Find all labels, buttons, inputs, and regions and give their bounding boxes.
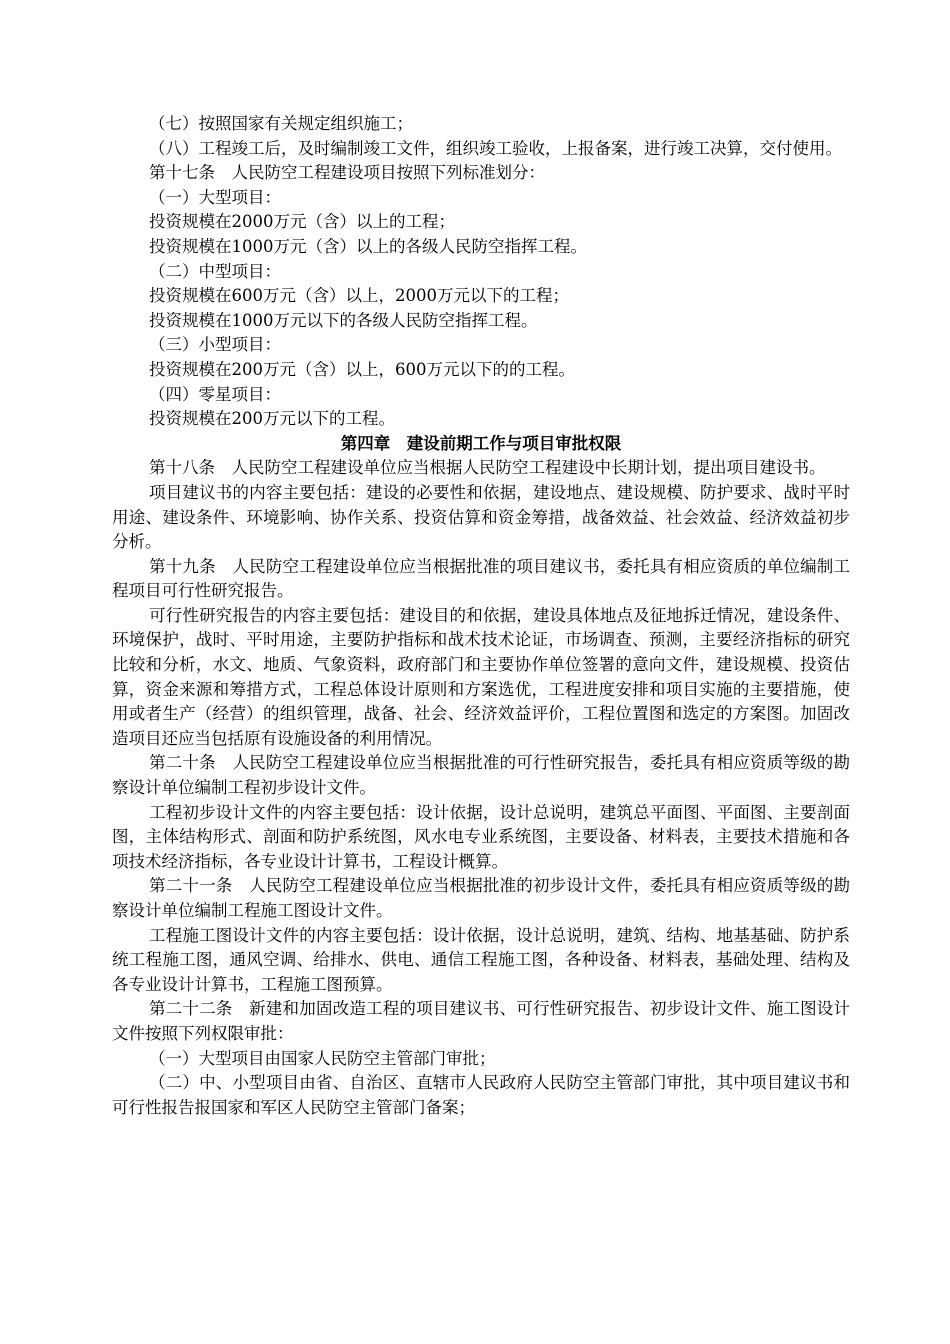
approval-large: （一）大型项目由国家人民防空主管部门审批； — [149, 1048, 496, 1068]
class-medium-rule-1: 投资规模在600万元（含）以上，2000万元以下的工程； — [149, 286, 569, 306]
article-20-content: 工程初步设计文件的内容主要包括：设计依据，设计总说明，建筑总平面图、平面图、主要剖面图，主体结构形式、剖面和防护系统图，风水电专业系统图，主要设备、材料表，主要技术措施和各项技术经济指标，各专业设计计算书，工程设计概算。 — [112, 802, 850, 871]
class-small-rule-1: 投资规模在200万元（含）以上，600万元以下的的工程。 — [149, 359, 575, 379]
document-page — [112, 112, 850, 1120]
article-17: 第十七条 人民防空工程建设项目按照下列标准划分： — [149, 163, 545, 183]
class-medium: （二）中型项目： — [149, 261, 281, 281]
approval-medium-small: （二）中、小型项目由省、自治区、直辖市人民政府人民防空主管部门审批，其中项目建议书和可行性报告报国家和军区人民防空主管部门备案； — [112, 1073, 850, 1117]
article-21: 第二十一条 人民防空工程建设单位应当根据批准的初步设计文件，委托具有相应资质等级的勘察设计单位编制工程施工图设计文件。 — [112, 876, 850, 920]
chapter-4-heading: 第四章 建设前期工作与项目审批权限 — [340, 433, 622, 453]
clause-item-8: （八）工程竣工后，及时编制竣工文件，组织竣工验收，上报备案，进行竣工决算，交付使用。 — [149, 138, 842, 158]
class-large-rule-2: 投资规模在1000万元（含）以上的各级人民防空指挥工程。 — [149, 236, 587, 256]
class-small: （三）小型项目： — [149, 335, 281, 355]
article-20: 第二十条 人民防空工程建设单位应当根据批准的可行性研究报告，委托具有相应资质等级的勘察设计单位编制工程初步设计文件。 — [112, 753, 850, 798]
class-medium-rule-2: 投资规模在1000万元以下的各级人民防空指挥工程。 — [149, 310, 538, 330]
article-19: 第十九条 人民防空工程建设单位应当根据批准的项目建议书，委托具有相应资质的单位编制工程项目可行性研究报告。 — [112, 556, 850, 601]
clause-item-7: （七）按照国家有关规定组织施工； — [149, 114, 413, 133]
class-sporadic-rule-1: 投资规模在200万元以下的工程。 — [149, 409, 395, 429]
article-22: 第二十二条 新建和加固改造工程的项目建议书、可行性研究报告、初步设计文件、施工图设计文件按照下列权限审批： — [112, 999, 850, 1043]
article-19-content: 可行性研究报告的内容主要包括：建设目的和依据，建设具体地点及征地拆迁情况，建设条件、环境保护，战时、平时用途，主要防护指标和战术技术论证，市场调查、预测，主要经济指标的研究比较和分析，水文、地质、气象资料，政府部门和主要协作单位签署的意向文件，建设规模、投资估算，资金来源和筹措方式，工程总体设计原则和方案选优，工程进度安排和项目实施的主要措施，使用或者生产（经营）的组织管理，战备、社会、经济效益评价，工程位置图和选定的方案图。加固改造项目还应当包括原有设施设备的利用情况。 — [112, 605, 850, 748]
article-18-content: 项目建议书的内容主要包括：建设的必要性和依据，建设地点、建设规模、防护要求、战时平时用途、建设条件、环境影响、协作关系、投资估算和资金筹措，战备效益、社会效益、经济效益初步分析。 — [112, 482, 850, 552]
article-18: 第十八条 人民防空工程建设单位应当根据人民防空工程建设中长期计划，提出项目建设书。 — [149, 458, 826, 478]
class-large: （一）大型项目： — [149, 187, 281, 207]
article-21-content: 工程施工图设计文件的内容主要包括：设计依据，设计总说明，建筑、结构、地基基础、防护系统工程施工图，通风空调、给排水、供电、通信工程施工图，各种设备、材料表，基础处理、结构及各专业设计计算书，工程施工图预算。 — [112, 925, 850, 994]
class-large-rule-1: 投资规模在2000万元（含）以上的工程； — [149, 212, 455, 232]
class-sporadic: （四）零星项目： — [149, 384, 281, 404]
